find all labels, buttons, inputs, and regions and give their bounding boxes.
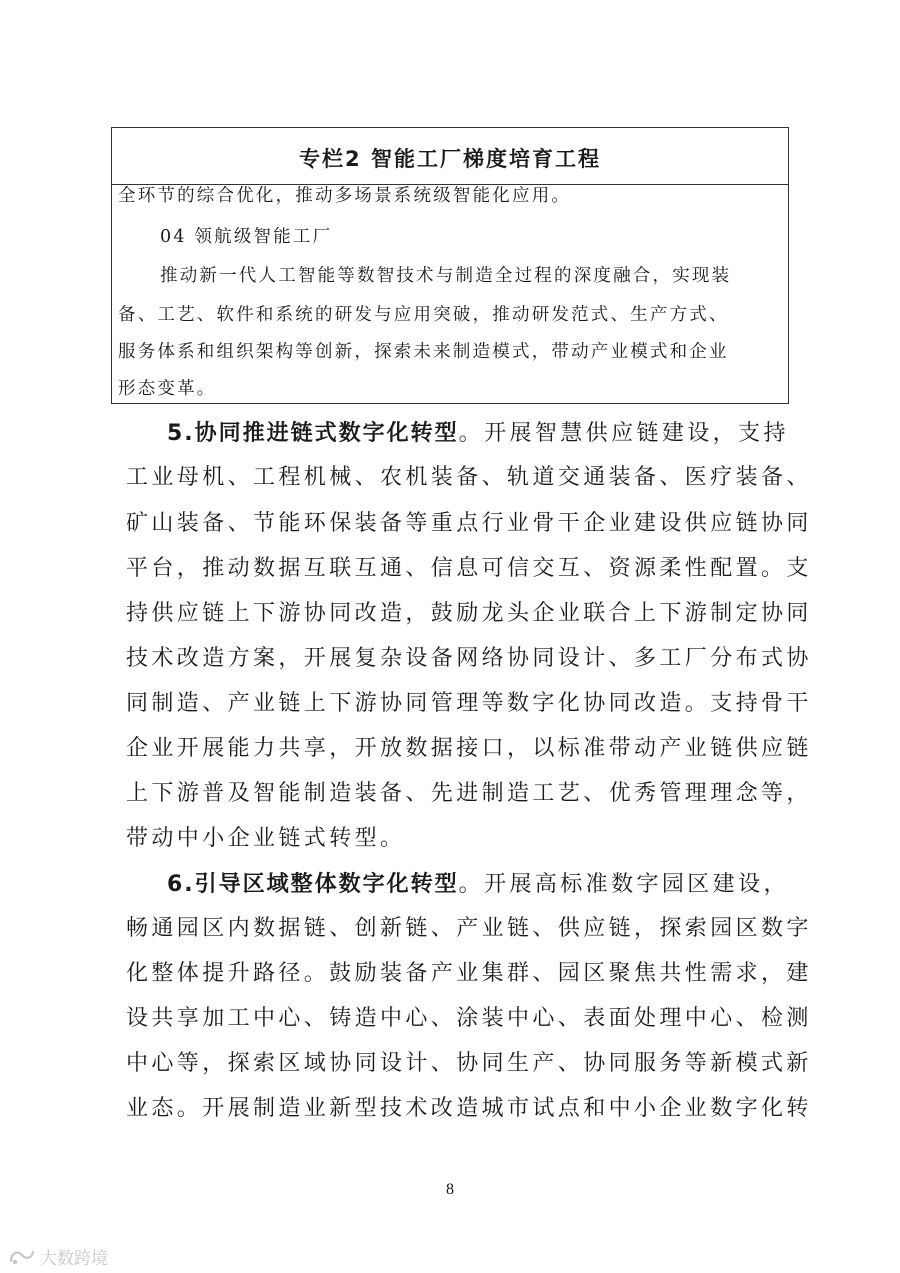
box-line: 全环节的综合优化，推动多场景系统级智能化应用。	[118, 186, 572, 206]
paragraph-line: 平台，推动数据互联互通、信息可信交互、资源柔性配置。支	[126, 556, 812, 581]
paragraph-line: 带动中小企业链式转型。	[126, 826, 406, 851]
box-subheading: 04 领航级智能工厂	[160, 227, 333, 247]
page-number: 8	[446, 1181, 454, 1198]
paragraph-line: 设共享加工中心、铸造中心、涂装中心、表面处理中心、检测	[126, 1006, 812, 1031]
paragraph-line: 中心等，探索区域协同设计、协同生产、协同服务等新模式新	[126, 1051, 812, 1076]
box-line: 服务体系和组织架构等创新，探索未来制造模式，带动产业模式和企业	[118, 342, 729, 362]
section-6-lead-text: 。开展高标准数字园区建设，	[458, 872, 789, 897]
paragraph-line: 工业母机、工程机械、农机装备、轨道交通装备、医疗装备、	[126, 465, 812, 490]
paragraph-line: 畅通园区内数据链、创新链、产业链、供应链，探索园区数字	[126, 916, 812, 941]
special-column-title: 专栏2 智能工厂梯度培育工程	[112, 128, 788, 185]
box-line: 形态变革。	[118, 379, 217, 399]
paragraph-line: 同制造、产业链上下游协同管理等数字化协同改造。支持骨干	[126, 691, 812, 716]
paragraph-line: 企业开展能力共享，开放数据接口，以标准带动产业链供应链	[126, 736, 812, 761]
special-column-box	[111, 127, 789, 404]
section-5-first-line	[167, 423, 789, 445]
paragraph-line: 化整体提升路径。鼓励装备产业集群、园区聚焦共性需求，建	[126, 961, 812, 986]
section-6-first-line	[167, 874, 789, 896]
paragraph-line: 矿山装备、节能环保装备等重点行业骨干企业建设供应链协同	[126, 511, 812, 536]
paragraph-line: 持供应链上下游协同改造，鼓励龙头企业联合上下游制定协同	[126, 601, 812, 626]
section-5-lead-text: 。开展智慧供应链建设，支持	[458, 421, 789, 446]
section-6-heading: 6.引导区域整体数字化转型	[167, 872, 459, 897]
watermark-text: 大数跨境	[40, 1249, 108, 1269]
box-line: 备、工艺、软件和系统的研发与应用突破，推动研发范式、生产方式、	[118, 305, 729, 325]
paragraph-line: 上下游普及智能制造装备、先进制造工艺、优秀管理理念等，	[126, 781, 812, 806]
paragraph-line: 业态。开展制造业新型技术改造城市试点和中小企业数字化转	[126, 1096, 812, 1121]
brand-logo-icon	[8, 1247, 36, 1267]
box-line: 推动新一代人工智能等数智技术与制造全过程的深度融合，实现装	[160, 266, 732, 286]
paragraph-line: 技术改造方案，开展复杂设备网络协同设计、多工厂分布式协	[126, 646, 812, 671]
section-5-heading: 5.协同推进链式数字化转型	[167, 421, 459, 446]
watermark	[8, 1244, 108, 1269]
